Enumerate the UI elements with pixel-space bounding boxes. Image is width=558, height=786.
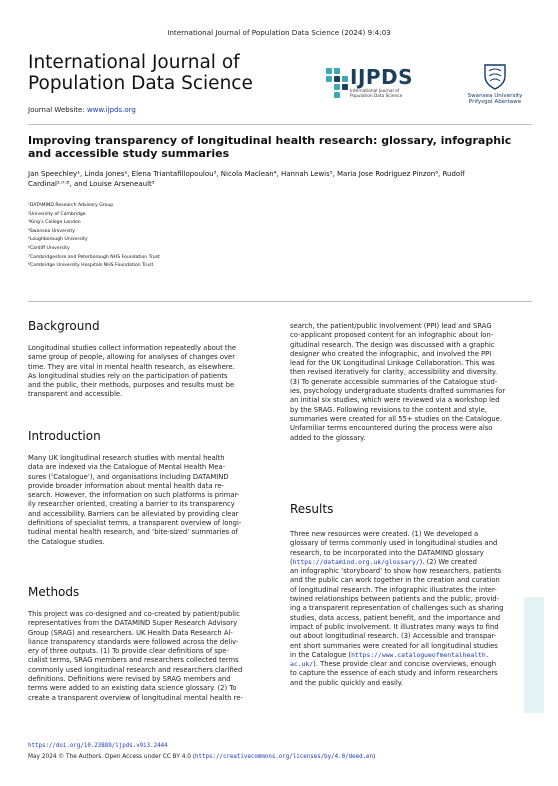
text-line: ing a transparent representation of challenges such as sharing <box>290 604 504 613</box>
heading-background: Background <box>28 319 100 333</box>
affiliation: ⁷Cambridgeshire and Peterborough NHS Foundation Trust <box>28 254 160 260</box>
license-text: May 2024 © The Authors. Open Access under CC BY 4.0 ( <box>28 754 196 760</box>
ijpds-wordmark: IJPDS <box>350 65 414 89</box>
affiliation: ¹DATAMIND Research Advisory Group <box>28 203 114 208</box>
text-line: same group of people, allowing for analyses of changes over <box>28 353 236 362</box>
text-line: ily researcher oriented, creating a barrier to its transparency <box>28 500 235 509</box>
text-line: Longitudinal studies collect information repeatedly about the <box>28 344 237 352</box>
text-line: cialist terms, SRAG members and researchers collected terms <box>28 656 239 665</box>
authors-line1: Jan Speechley¹, Linda Jones², Elena Triantafillopoulou³, Nicola Maclean⁴, Hannah Lewis⁵, Maria Jose Rodriguez Pinzon⁶, Rudolf <box>28 170 465 178</box>
text-line: definitions of specialist terms, a transparent overview of longi- <box>28 519 242 528</box>
text-span: ). These provide clear and concise overviews, enough <box>313 660 497 669</box>
text-span: ). (2) We created <box>419 557 477 566</box>
text-line: terms were added to an existing data science glossary. (2) To <box>28 684 237 693</box>
text-line: an initial six studies, which were reviewed via a workshop led <box>290 396 500 405</box>
text-line: designer who created the infographic, and involved the PPI <box>290 349 492 358</box>
text-line: co-applicant proposed content for an infographic about lon- <box>290 331 494 340</box>
swansea-line1: Swansea University <box>467 92 523 99</box>
text-line: studies, data access, patient benefit, and the importance and <box>290 613 501 622</box>
text-line: glossary of terms commonly used in longitudinal studies and <box>290 539 498 548</box>
text-line: and the public quickly and easily. <box>290 678 403 687</box>
affiliation: ⁴Swansea University <box>28 228 75 234</box>
text-line: provide broader information about mental health data re- <box>28 481 224 490</box>
ijpds-logo <box>326 66 444 102</box>
author-list <box>28 169 538 189</box>
introduction-text <box>28 454 268 547</box>
text-line: representatives from the DATAMIND Super Research Advisory <box>28 619 238 628</box>
results-text <box>290 530 530 688</box>
text-line: ent short summaries were created for all longitudinal studies <box>290 641 498 650</box>
text-line: Group (SRAG) and researchers. UK Health Data Research Al- <box>28 628 233 637</box>
text-line: search. However, the information on such platforms is primar- <box>28 491 240 500</box>
affiliation: ⁸Cambridge University Hospitals NHS Foundation Trust <box>28 263 154 269</box>
text-line: by the SRAG. Following revisions to the content and style, <box>290 405 487 414</box>
text-line: ies, psychology undergraduate students drafted summaries for <box>290 387 506 396</box>
website-label: Journal Website: <box>28 106 85 114</box>
text-line: out about longitudinal research. (3) Accessible and transpar- <box>290 632 497 641</box>
ijpds-subtitle-line1: International Journal of <box>350 89 400 94</box>
text-line: definitions. Definitions were revised by SRAG members and <box>28 675 231 684</box>
ijpds-mark-icon <box>326 66 348 100</box>
swansea-logo <box>450 62 540 106</box>
text-line: This project was co-designed and co-created by patient/public <box>28 610 240 618</box>
text-line: added to the glossary. <box>290 433 366 442</box>
license-link[interactable]: https://creativecommons.org/licenses/by/4.0/deed.en <box>195 754 374 760</box>
text-line: of longitudinal research. The infographic illustrates the inter- <box>290 585 497 594</box>
journal-title-line1: International Journal of <box>28 52 240 73</box>
text-line: liance transparency standards were followed across the deliv- <box>28 637 239 646</box>
text-line: the Catalogue studies. <box>28 537 105 546</box>
text-line: sures (‘Catalogue’), and organisations including DATAMIND <box>28 472 229 481</box>
catalogue-link-cont[interactable]: ac.uk/ <box>290 660 314 669</box>
text-line: Many UK longitudinal research studies with mental health <box>28 454 225 462</box>
header-divider <box>28 124 532 125</box>
ijpds-subtitle-line2: Population Data Science <box>350 94 403 99</box>
affiliations-divider <box>28 301 532 302</box>
heading-methods: Methods <box>28 585 80 599</box>
journal-title-line2: Population Data Science <box>28 73 253 94</box>
text-line: and the public can work together in the creation and curation <box>290 576 500 585</box>
journal-title <box>28 52 253 94</box>
methods-text <box>28 610 268 703</box>
text-line: and the public, their methods, purposes and results must be <box>28 381 235 390</box>
journal-website <box>28 106 136 114</box>
text-line: research, to be incorporated into the DATAMIND glossary <box>290 548 484 557</box>
text-line: time. They are vital in mental health research, as elsewhere. <box>28 362 235 371</box>
text-line: twined relationships between patients and the public, provid- <box>290 595 500 604</box>
text-line: impact of public involvement. It illustrates many ways to find <box>290 622 499 631</box>
swansea-line2: Prifysgol Abertawe <box>468 99 522 106</box>
text-line <box>290 651 530 660</box>
text-line: Unfamiliar terms encountered during the process were also <box>290 424 493 433</box>
text-line: data are indexed via the Catalogue of Mental Health Mea- <box>28 463 226 472</box>
text-line <box>290 660 530 669</box>
doi-link[interactable]: https://doi.org/10.23889/ijpds.v9i3.2444 <box>28 743 168 749</box>
text-line: lead for the UK Longitudinal Linkage Collaboration. This was <box>290 359 495 368</box>
affiliation: ⁵Loughborough University <box>28 237 88 243</box>
paper-title <box>28 134 538 160</box>
text-line: summaries were created for all 55+ studies on the Catalogue. <box>290 414 503 423</box>
background-text <box>28 344 268 400</box>
ijpds-subtitle <box>350 89 402 99</box>
catalogue-link[interactable]: https://www.catalogueofmentalhealth. <box>351 650 490 659</box>
swansea-crest-icon <box>482 62 508 90</box>
text-line: transparent and accessible. <box>28 390 123 399</box>
text-span: in the Catalogue ( <box>290 650 352 659</box>
text-line: search, the patient/public involvement (PPI) lead and SRAG <box>290 322 492 330</box>
paper-title-line2: and accessible study summaries <box>28 147 230 160</box>
text-line: (https://datamind.org.uk/glossary/). (2) We created <box>290 557 477 566</box>
authors-line2: Cardinal²ʴ⁷ʴ⁸, and Louise Arseneault³ <box>28 180 155 188</box>
text-line: to capture the essence of each study and inform researchers <box>290 669 498 678</box>
text-line: commonly used longitudinal research and researchers clarified <box>28 665 243 674</box>
text-line: As longitudinal studies rely on the participation of patients <box>28 371 228 380</box>
affiliation: ³King’s College London <box>28 220 81 226</box>
glossary-link[interactable]: https://datamind.org.uk/glossary/ <box>292 557 420 566</box>
heading-results: Results <box>290 502 334 516</box>
text-line: Three new resources were created. (1) We developed a <box>290 530 479 538</box>
text-line: ery of three outputs. (1) To provide clear definitions of spe- <box>28 647 229 656</box>
license-line <box>28 754 375 760</box>
text-line: tudinal mental health research, and ‘bite-sized’ summaries of <box>28 528 238 537</box>
text-line: create a transparent overview of longitudinal mental health re- <box>28 693 243 702</box>
methods-continued-text <box>290 322 530 443</box>
text-line: then revised iteratively for clarity, accessibility and diversity. <box>290 368 498 377</box>
affiliations <box>28 202 428 271</box>
website-link[interactable]: www.ijpds.org <box>86 106 136 114</box>
text-line: (3) To generate accessible summaries of the Catalogue stud- <box>290 377 498 386</box>
text-line: and accessibility. Barriers can be alleviated by providing clear <box>28 509 239 518</box>
paper-title-line1: Improving transparency of longitudinal health research: glossary, infographic <box>28 134 512 147</box>
running-head: International Journal of Population Data Science (2024) 9:4:03 <box>167 28 391 37</box>
license-close: ) <box>373 754 376 760</box>
text-line: an infographic ‘storyboard’ to show how researchers, patients <box>290 567 502 576</box>
heading-introduction: Introduction <box>28 429 101 443</box>
affiliation: ⁶Cardiff University <box>28 245 70 251</box>
text-line: gitudinal research. The design was discussed with a graphic <box>290 340 495 349</box>
affiliation: ²University of Cambridge <box>28 211 86 217</box>
